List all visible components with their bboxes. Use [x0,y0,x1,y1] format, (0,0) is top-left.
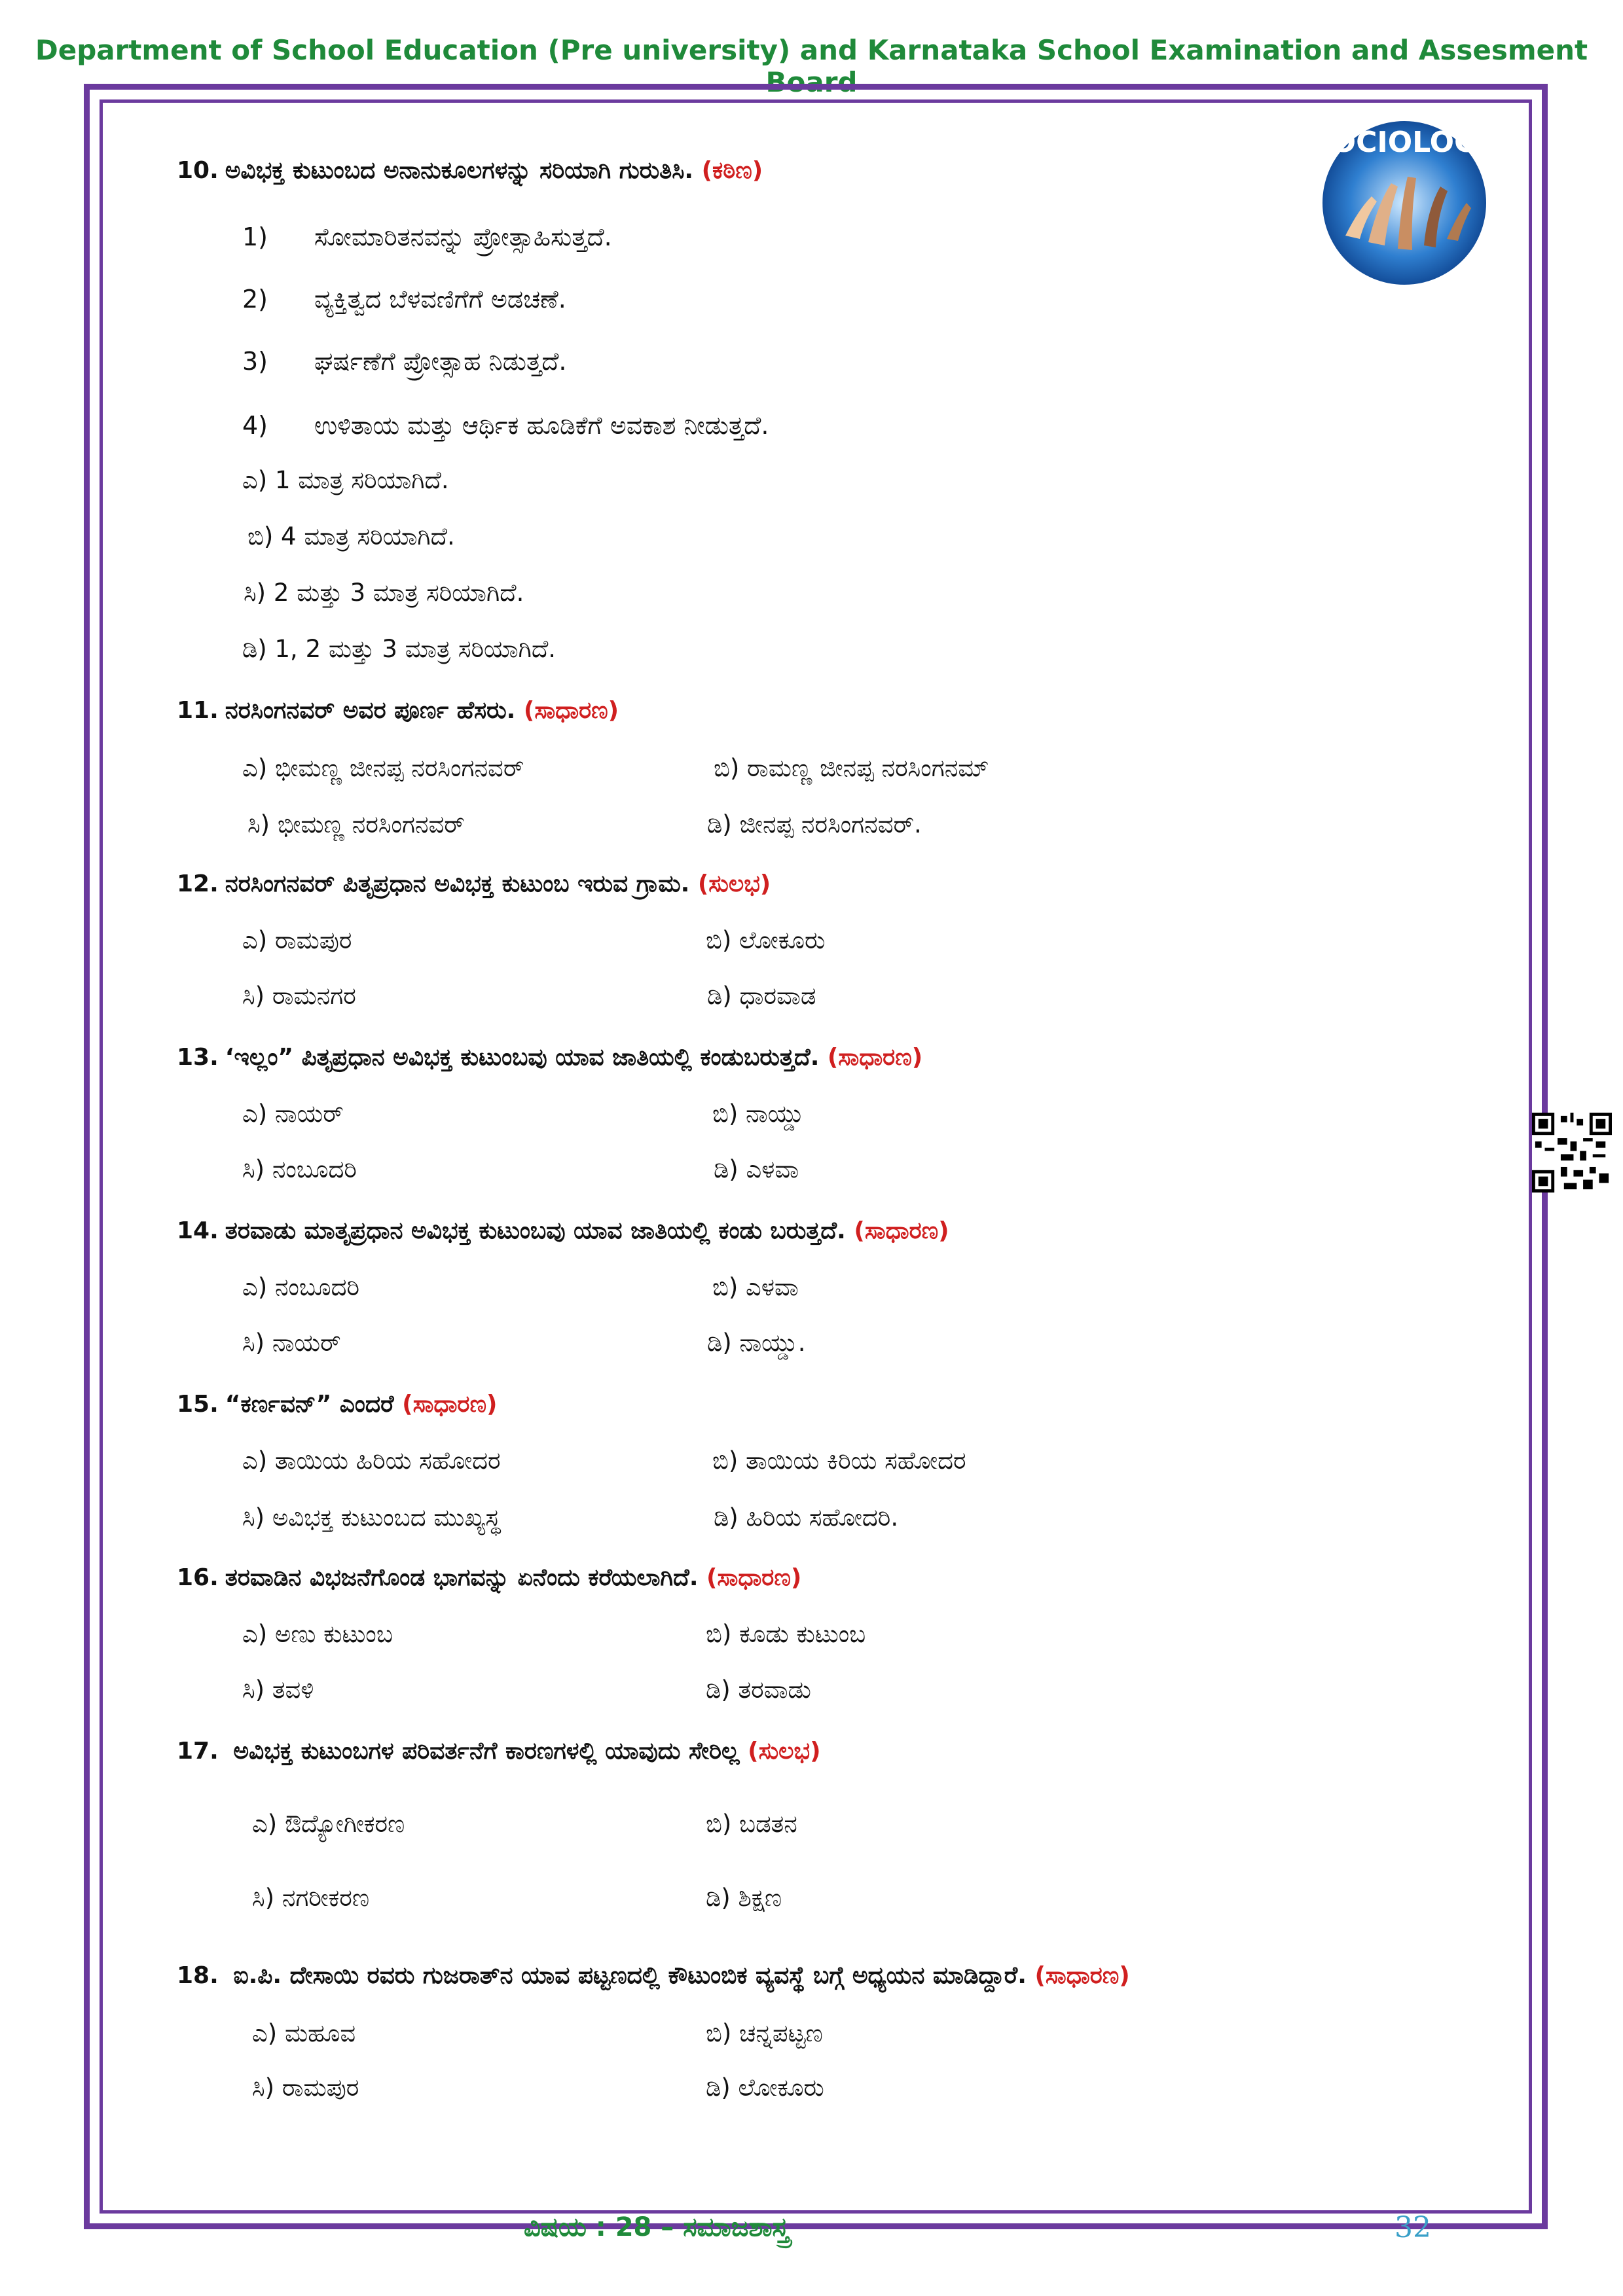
option-b: ಬಿ) ನಾಯ್ಡು [712,1100,805,1128]
option-d: ಡಿ) ಜೀನಪ್ಪ ನರಸಿಂಗನವರ್. [707,810,922,838]
option-b: ಬಿ) ಕೂಡು ಕುಟುಂಬ [706,1620,866,1648]
option-a: ಎ) 1 ಮಾತ್ರ ಸರಿಯಾಗಿದೆ. [242,466,449,494]
option-c: ಸಿ) ರಾಮನಗರ [242,982,356,1010]
option-d: ಡಿ) ತರವಾಡು [706,1676,811,1704]
option-d: ಡಿ) 1, 2 ಮತ್ತು 3 ಮಾತ್ರ ಸರಿಯಾಗಿದೆ. [242,635,556,663]
option-c: ಸಿ) ಅವಿಭಕ್ತ ಕುಟುಂಬದ ಮುಖ್ಯಸ್ಥ [242,1503,501,1532]
sociology-logo [1306,105,1503,288]
question-12: 12. ನರಸಿಂಗನವರ್ ಪಿತೃಪ್ರಧಾನ ಅವಿಭಕ್ತ ಕುಟುಂಬ ಇರುವ ಗ್ರಾಮ. (ಸುಲಭ) [177,870,771,897]
difficulty-label: (ಸುಲಭ) [748,1738,821,1765]
difficulty-label: (ಸಾಧಾರಣ) [402,1391,498,1418]
option-d: ಡಿ) ಲೋಕೂರು [706,2073,824,2102]
question-15: 15. “ಕರ್ಣವನ್” ಎಂದರೆ (ಸಾಧಾರಣ) [177,1391,498,1418]
footer-subject: ವಿಷಯ : 28 – ಸಮಾಜಶಾಸ್ತ್ರ [524,2212,790,2242]
option-a: ಎ) ರಾಮಪುರ [242,926,352,954]
option-b: ಬಿ) 4 ಮಾತ್ರ ಸರಿಯಾಗಿದೆ. [247,522,455,550]
option-a: ಎ) ಅಣು ಕುಟುಂಬ [242,1620,393,1648]
option-d: ಡಿ) ಧಾರವಾಡ [707,982,816,1010]
option-a: ಎ) ಮಹೂವ [252,2019,356,2047]
option-d: ಡಿ) ಎಳವಾ [714,1155,799,1183]
question-14: 14. ತರವಾಡು ಮಾತೃಪ್ರಧಾನ ಅವಿಭಕ್ತ ಕುಟುಂಬವು ಯಾವ ಜಾತಿಯಲ್ಲಿ ಕಂಡು ಬರುತ್ತದೆ. (ಸಾಧಾರಣ) [177,1217,949,1244]
option-c: ಸಿ) ತವಳಿ [242,1676,314,1704]
option-c: ಸಿ) ನಗರೀಕರಣ [252,1884,370,1912]
question-10: 10. ಅವಿಭಕ್ತ ಕುಟುಂಬದ ಅನಾನುಕೂಲಗಳನ್ನು ಸರಿಯಾಗಿ ಗುರುತಿಸಿ. (ಕಠಿಣ) [177,157,763,184]
question-18: 18. ಐ.ಪಿ. ದೇಸಾಯಿ ರವರು ಗುಜರಾತ್‌ನ ಯಾವ ಪಟ್ಟಣದಲ್ಲಿ ಕೌಟುಂಬಿಕ ವ್ಯವಸ್ಥೆ ಬಗ್ಗೆ ಅಧ್ಯಯನ ಮಾಡಿದ್ದಾರೆ. (ಸಾಧಾರಣ) [177,1962,1130,1989]
option-b: ಬಿ) ರಾಮಣ್ಣ ಜೀನಪ್ಪ ನರಸಿಂಗನಮ್ [714,754,989,782]
page-number: 32 [1395,2211,1431,2244]
option-a: ಎ) ಔದ್ಯೋಗೀಕರಣ [252,1810,405,1838]
question-13: 13. ‘ಇಲ್ಲಂ” ಪಿತೃಪ್ರಧಾನ ಅವಿಭಕ್ತ ಕುಟುಂಬವು ಯಾವ ಜಾತಿಯಲ್ಲಿ ಕಂಡುಬರುತ್ತದೆ. (ಸಾಧಾರಣ) [177,1044,923,1071]
statement-1: 1) ಸೋಮಾರಿತನವನ್ನು ಪ್ರೋತ್ಸಾಹಿಸುತ್ತದೆ. [242,223,612,251]
option-b: ಬಿ) ಬಡತನ [706,1810,797,1838]
option-b: ಬಿ) ಲೋಕೂರು [706,926,826,954]
option-a: ಎ) ನಂಬೂದರಿ [242,1273,360,1301]
question-17: 17. ಅವಿಭಕ್ತ ಕುಟುಂಬಗಳ ಪರಿವರ್ತನೆಗೆ ಕಾರಣಗಳಲ್ಲಿ ಯಾವುದು ಸೇರಿಲ್ಲ (ಸುಲಭ) [177,1738,821,1765]
option-d: ಡಿ) ನಾಯ್ಡು. [707,1329,806,1357]
difficulty-label: (ಸಾಧಾರಣ) [1034,1962,1130,1989]
option-d: ಡಿ) ಶಿಕ್ಷಣ [706,1884,782,1912]
option-b: ಬಿ) ಎಳವಾ [712,1273,799,1301]
option-a: ಎ) ತಾಯಿಯ ಹಿರಿಯ ಸಹೋದರ [242,1446,501,1475]
statement-4: 4) ಉಳಿತಾಯ ಮತ್ತು ಆರ್ಥಿಕ ಹೂಡಿಕೆಗೆ ಅವಕಾಶ ನೀಡುತ್ತದೆ. [242,411,769,440]
question-11: 11. ನರಸಿಂಗನವರ್ ಅವರ ಪೂರ್ಣ ಹೆಸರು. (ಸಾಧಾರಣ) [177,697,619,724]
option-c: ಸಿ) ಭೀಮಣ್ಣ ನರಸಿಂಗನವರ್ [247,810,465,838]
logo-text: SOCIOLOGY [1310,126,1499,159]
question-16: 16. ತರವಾಡಿನ ವಿಭಜನೆಗೊಂಡ ಭಾಗವನ್ನು ಏನೆಂದು ಕರೆಯಲಾಗಿದೆ. (ಸಾಧಾರಣ) [177,1564,802,1591]
option-a: ಎ) ನಾಯರ್ [242,1100,344,1128]
difficulty-label: (ಸಾಧಾರಣ) [827,1044,923,1071]
difficulty-label: (ಕಠಿಣ) [701,157,763,184]
statement-2: 2) ವ್ಯಕ್ತಿತ್ವದ ಬೆಳವಣಿಗೆಗೆ ಅಡಚಣೆ. [242,285,566,314]
difficulty-label: (ಸಾಧಾರಣ) [706,1564,802,1591]
option-a: ಎ) ಭೀಮಣ್ಣ ಜೀನಪ್ಪ ನರಸಿಂಗನವರ್ [242,754,524,782]
qr-code [1532,1113,1612,1193]
option-c: ಸಿ) ರಾಮಪುರ [252,2073,359,2102]
page-header: Department of School Education (Pre university) and Karnataka School Examination and Assesment Board [35,34,1588,98]
statement-3: 3) ಘರ್ಷಣೆಗೆ ಪ್ರೋತ್ಸಾಹ ನಿಡುತ್ತದೆ. [242,347,567,376]
difficulty-label: (ಸುಲಭ) [697,870,771,897]
difficulty-label: (ಸಾಧಾರಣ) [523,697,619,724]
option-c: ಸಿ) ನಾಯರ್ [242,1329,341,1357]
difficulty-label: (ಸಾಧಾರಣ) [854,1217,949,1244]
option-b: ಬಿ) ಚನ್ನಪಟ್ಟಣ [706,2019,823,2047]
option-c: ಸಿ) ನಂಬೂದರಿ [242,1155,357,1183]
option-d: ಡಿ) ಹಿರಿಯ ಸಹೋದರಿ. [714,1503,899,1532]
option-c: ಸಿ) 2 ಮತ್ತು 3 ಮಾತ್ರ ಸರಿಯಾಗಿದೆ. [244,579,524,607]
option-b: ಬಿ) ತಾಯಿಯ ಕಿರಿಯ ಸಹೋದರ [712,1446,966,1475]
